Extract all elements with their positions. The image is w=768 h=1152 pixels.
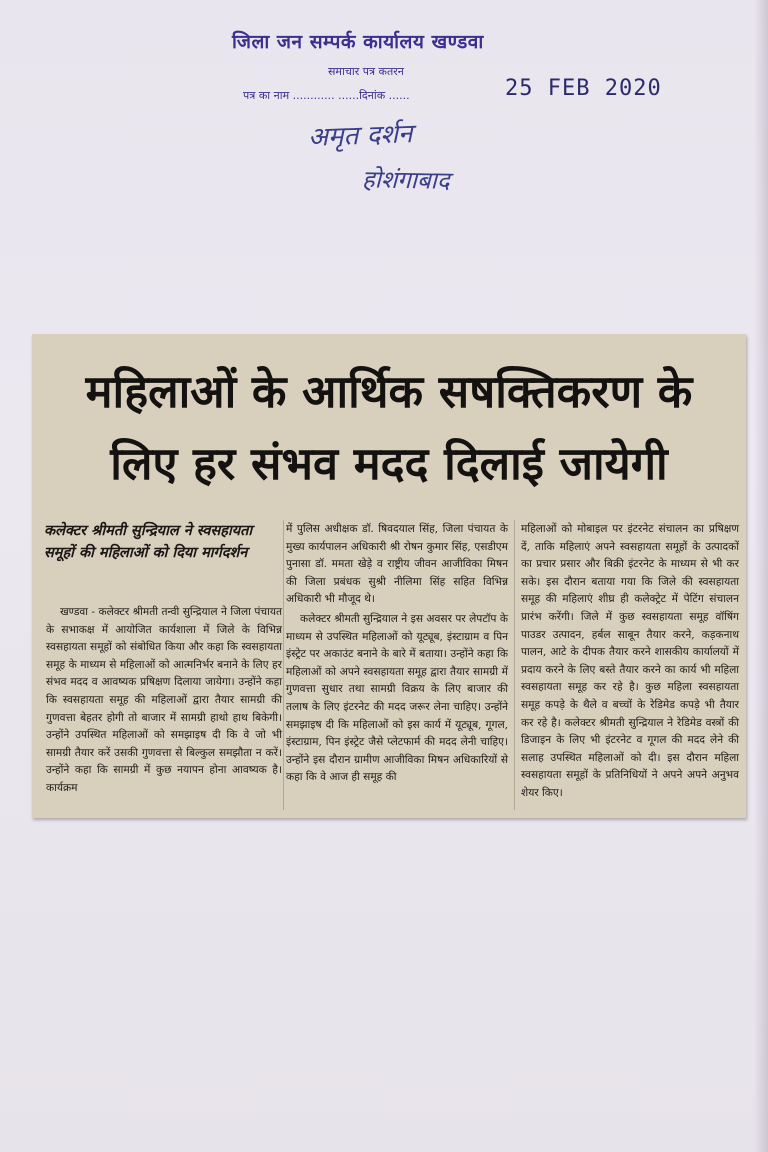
column-2-paragraph-1: में पुलिस अधीक्षक डॉ. षिवदयाल सिंह, जिला पंचायत के मुख्य कार्यपालन अधिकारी श्री रोषन कुमार सिंह, एसडीएम पुनासा डॉ. ममता खेड़े व राष्ट्रीय जीवन आजीविका मिषन की जिला प्रबंधक सुश्री नीलिमा सिंह सहित विभिन्न अधिकारी भी मौजूद थे। [286,523,508,606]
handwritten-paper-name: अमृत दर्शन [307,119,413,153]
headline-line-1: महिलाओं के आर्थिक सषक्तिकरण के [85,365,693,418]
handwritten-city: होशंगाबाद [361,165,450,195]
column-3-paragraph: महिलाओं को मोबाइल पर इंटरनेट संचालन का प्रषिक्षण दें, ताकि महिलाएं अपने स्वसहायता समूहों के उत्पादकों का प्रचार प्रसार और बिक्री इंटरनेट के माध्यम से भी कर सके। इस दौरान बताया गया कि जिले की स्वसहायता समूह की महिलाएं शीघ्र ही कलेक्ट्रेट में पेटिंग संचालन प्रारंभ करेंगी। जिले में कुछ स्वसहायता समूह वॉषिंग पाउडर उत्पादन, हर्बल साबून तैयार करने, कड़कनाथ पालन, आटे के दीपक तैयार करने शासकीय कार्यालयों में प्रदाय करने के लिए बस्ते तैयार करने का कार्य भी महिला स्वसहायता समूह कर रहे है। कुछ महिला स्वसहायता समूह कपड़े के थैले व बच्चों के रेडिमेड कपड़े भी तैयार कर रहे है। कलेक्टर श्रीमती सुन्द्रियाल ने रेडिमेड वस्त्रों की डिजाइन के लिए भी इंटरनेट व गूगल की मदद लेने की सलाह उपस्थित महिलाओं को दी। इस दौरान महिला स्वसहायता समूहों के प्रतिनिधियों ने अपने अपने अनुभव शेयर किए। [521,523,739,799]
article-column-3 [521,521,739,803]
column-divider [283,520,284,810]
office-stamp-title: जिला जन सम्पर्क कार्यालय खण्डवा [232,31,484,53]
newspaper-clipping [32,334,746,818]
office-stamp-fields: पत्र का नाम ............ ......दिनांक ...... [243,89,410,102]
column-2-paragraph-2: कलेक्टर श्रीमती सुन्द्रियाल ने इस अवसर पर लेपटॉप के माध्यम से उपस्थित महिलाओं को यूट्यूब, इंस्टाग्राम व पिन इंस्ट्रेट पर अकाउंट बनाने के बारे में बताया। उन्होंने कहा कि महिलाओं को अपने स्वसहायता समूह द्वारा तैयार सामग्री में गुणवत्ता सुधार तथा सामग्री विक्रय के लिए बाजार की तलाष के लिए इंटरनेट की मदद जरूर लेना चाहिए। उन्होंने समझाइष दी कि महिलाओं को इस कार्य में यूट्यूब, गूगल, इंस्टाग्राम, पिन इंस्ट्रेट जैसे प्लेटफार्म की मदद लेनी चाहिए। उन्होंने इस दौरान ग्रामीण आजीविका मिषन अधिकारियों से कहा कि वे आज ही समूह की [286,612,508,784]
article-column-1 [46,604,282,798]
office-stamp-subtitle: समाचार पत्र कतरन [328,65,404,78]
subheadline: कलेक्टर श्रीमती सुन्द्रियाल ने स्वसहायता समूहों की महिलाओं को दिया मार्गदर्शन [44,523,253,561]
page-edge-shadow [754,0,768,1152]
headline-line-2: लिए हर संभव मदद दिलाई जायेगी [110,437,668,490]
column-1-paragraph: खण्डवा - कलेक्टर श्रीमती तन्वी सुन्द्रियाल ने जिला पंचायत के सभाकक्ष में आयोजित कार्यशाला में जिले के विभिन्न स्वसहायता समूहों को संबोधित किया और कहा कि स्वसहायता समूह के माध्यम से महिलाओं को आत्मनिर्भर बनाने के लिए हर संभव मदद व आवष्यक प्रषिक्षण दिलाया जायेगा। उन्होंने कहा कि स्वसहायता समूह की महिलाओं द्वारा तैयार सामग्री की गुणवत्ता बेहतर होगी तो बाजार में सामग्री हाथो हाथ बिकेगी। उन्होंने उपस्थित महिलाओं को समझाइष दी कि वे जो भी सामग्री तैयार करें उसकी गुणवत्ता से बिल्कुल समझौता न करें। उन्होंने कहा कि सामग्री में कुछ नयापन होना आवष्यक है। कार्यक्रम [46,606,282,794]
date-stamp: 25 FEB 2020 [505,76,662,101]
article-column-2 [286,521,508,787]
column-divider [514,520,515,810]
